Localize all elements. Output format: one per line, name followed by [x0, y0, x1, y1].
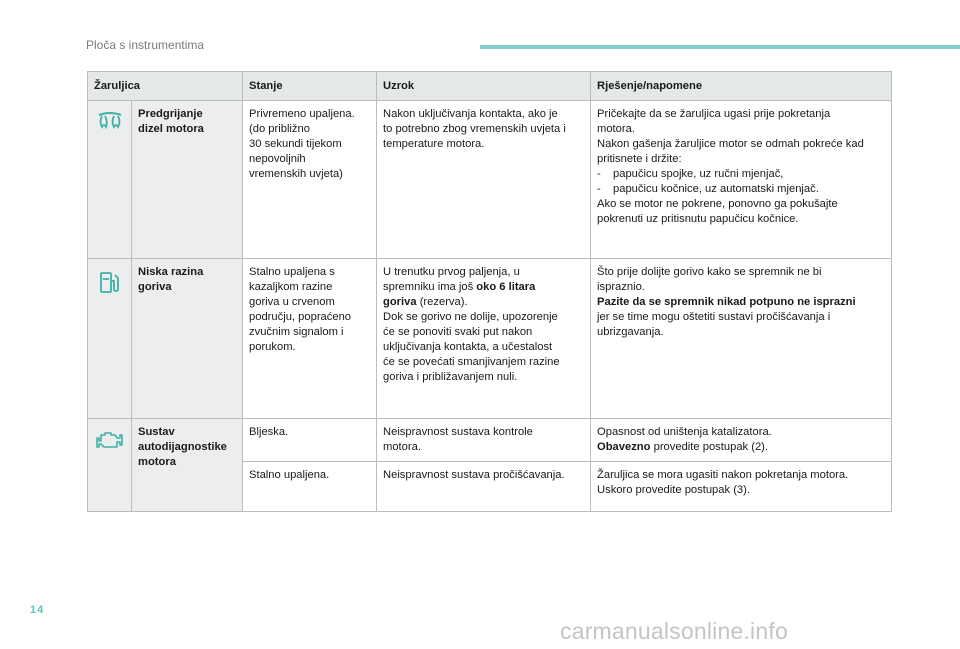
state-preheat: Privremeno upaljena. (do približno 30 sekundi tijekom nepovoljnih vremenskih uvjeta) — [243, 101, 377, 259]
col-header-state: Stanje — [243, 72, 377, 101]
lamp-icon-cell — [88, 419, 132, 512]
state-obd-steady: Stalno upaljena. — [243, 462, 377, 512]
header-accent-bar — [480, 45, 960, 49]
lamp-name-fuel: Niska razina goriva — [132, 259, 243, 419]
bullet-item: - papučicu spojke, uz ručni mjenjač, — [597, 168, 784, 180]
lamp-name-obd: Sustav autodijagnostike motora — [132, 419, 243, 512]
cause-obd-steady: Neispravnost sustava pročišćavanja. — [377, 462, 591, 512]
solution-preheat: Pričekajte da se žaruljica ugasi prije pokretanja motora. Nakon gašenja žaruljice motor se odmah pokreće kad pritisnete i držite: - papučicu spojke, uz ručni mjenjač, - papučicu kočnice, uz automatski mjenjač. Ako se motor ne pokrene, ponovno ga pokušajte pokrenuti uz pritisnutu papučicu kočnice. — [591, 101, 892, 259]
bullet-item: - papučicu kočnice, uz automatski mjenjač. — [597, 183, 819, 195]
lamp-icon-cell — [88, 101, 132, 259]
watermark: carmanualsonline.info — [560, 618, 788, 644]
solution-obd-flash: Opasnost od uništenja katalizatora. Obavezno provedite postupak (2). — [591, 419, 892, 462]
state-obd-flash: Bljeska. — [243, 419, 377, 462]
lamp-icon-cell — [88, 259, 132, 419]
table-header-row — [88, 72, 892, 101]
col-header-solution: Rješenje/napomene — [591, 72, 892, 101]
engine-check-icon — [95, 429, 125, 451]
lamp-name-preheat: Predgrijanje dizel motora — [132, 101, 243, 259]
col-header-lamp: Žaruljica — [88, 72, 243, 101]
page-header-title: Ploča s instrumentima — [86, 38, 205, 52]
glow-plug-icon — [97, 111, 123, 131]
col-header-cause: Uzrok — [377, 72, 591, 101]
solution-obd-steady: Žaruljica se mora ugasiti nakon pokretanja motora. Uskoro provedite postupak (3). — [591, 462, 892, 512]
cause-fuel: U trenutku prvog paljenja, u spremniku ima još oko 6 litara goriva (rezerva). Dok se gorivo ne dolije, upozorenje će se ponoviti svaki put nakon uključivanja kontakta, a učestalost će se povećati smanjivanjem razine goriva i približavanjem nuli. — [377, 259, 591, 419]
table-row-obd-flash — [88, 419, 892, 462]
fuel-pump-icon — [98, 269, 122, 295]
table-row-preheat — [88, 101, 892, 259]
cause-obd-flash: Neispravnost sustava kontrole motora. — [377, 419, 591, 462]
solution-fuel: Što prije dolijte gorivo kako se spremnik ne bi ispraznio. Pazite da se spremnik nikad potpuno ne isprazni jer se time mogu oštetiti sustavi pročišćavanja i ubrizgavanja. — [591, 259, 892, 419]
warning-lamp-table — [87, 71, 892, 512]
table-row-fuel — [88, 259, 892, 419]
page-number: 14 — [30, 604, 45, 616]
cause-preheat: Nakon uključivanja kontakta, ako je to potrebno zbog vremenskih uvjeta i temperature motora. — [377, 101, 591, 259]
state-fuel: Stalno upaljena s kazaljkom razine goriva u crvenom području, popraćeno zvučnim signalom i porukom. — [243, 259, 377, 419]
